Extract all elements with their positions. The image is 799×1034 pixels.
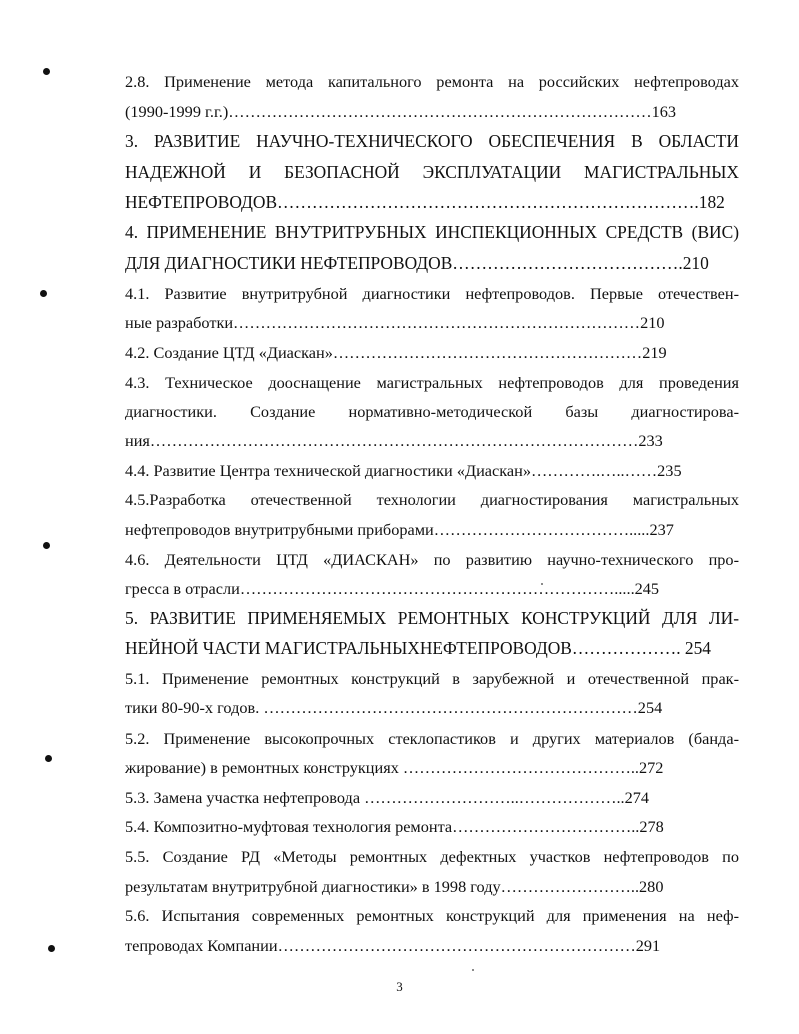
- toc-entry-2-8-line-2: (1990-1999 г.г.)……………………………………………………………………163: [125, 102, 677, 121]
- binder-hole-mark: [45, 755, 52, 762]
- toc-entry-5-6-line-2: тепроводах Компании…………………………………………………………291: [125, 936, 661, 955]
- toc-section-4-line-2: ДЛЯ ДИАГНОСТИКИ НЕФТЕПРОВОДОВ………………………………….210: [125, 253, 709, 273]
- toc-entry-2-8-line-1: 2.8. Применение метода капитального ремонта на российских нефтепроводах: [125, 72, 739, 91]
- toc-entry-4-1-line-2: ные разработки…………………………………………………………………210: [125, 313, 665, 332]
- toc-section-3-line-3: НЕФТЕПРОВОДОВ……………………………………………………………….182: [125, 192, 725, 212]
- toc-section-5-line-2: НЕЙНОЙ ЧАСТИ МАГИСТРАЛЬНЫХНЕФТЕПРОВОДОВ………………. 254: [125, 638, 711, 658]
- toc-entry-5-1-line-2: тики 80-90-х годов. ……………………………………………………………254: [125, 698, 663, 717]
- binder-hole-mark: [40, 290, 47, 297]
- toc-entry-5-6-line-1: 5.6. Испытания современных ремонтных конструкций для применения на неф-: [125, 906, 739, 925]
- toc-section-4-line-1: 4. ПРИМЕНЕНИЕ ВНУТРИТРУБНЫХ ИНСПЕКЦИОННЫХ СРЕДСТВ (ВИС): [125, 222, 739, 242]
- binder-hole-mark: [43, 542, 50, 549]
- toc-entry-5-5-line-1: 5.5. Создание РД «Методы ремонтных дефектных участков нефтепроводов по: [125, 847, 739, 866]
- toc-entry-5-4: 5.4. Композитно-муфтовая технология ремонта……………………………..278: [125, 817, 664, 836]
- binder-hole-mark: [48, 945, 55, 952]
- toc-entry-4-3-line-3: ния………………………………………………………………………………233: [125, 431, 663, 450]
- toc-entry-5-5-line-2: результатам внутритрубной диагностики» в 1998 году……………………..280: [125, 877, 664, 896]
- toc-section-5-line-1: 5. РАЗВИТИЕ ПРИМЕНЯЕМЫХ РЕМОНТНЫХ КОНСТРУКЦИЙ ДЛЯ ЛИ-: [125, 608, 739, 628]
- toc-entry-5-3: 5.3. Замена участка нефтепровода ………………………..………………..274: [125, 788, 650, 807]
- toc-entry-5-1-line-1: 5.1. Применение ремонтных конструкций в зарубежной и отечественной прак-: [125, 669, 739, 688]
- toc-entry-4-6-line-1: 4.6. Деятельности ЦТД «ДИАСКАН» по развитию научно-технического про-: [125, 550, 739, 569]
- toc-section-3-line-1: 3. РАЗВИТИЕ НАУЧНО-ТЕХНИЧЕСКОГО ОБЕСПЕЧЕНИЯ В ОБЛАСТИ: [125, 131, 739, 151]
- toc-entry-5-2-line-1: 5.2. Применение высокопрочных стеклопастиков и других материалов (банда-: [125, 729, 739, 748]
- toc-entry-4-3-line-2: диагностики. Создание нормативно-методической базы диагностирова-: [125, 402, 739, 421]
- scan-speck: [472, 969, 474, 971]
- toc-entry-4-3-line-1: 4.3. Техническое дооснащение магистральных нефтепроводов для проведения: [125, 373, 739, 392]
- toc-section-3-line-2: НАДЕЖНОЙ И БЕЗОПАСНОЙ ЭКСПЛУАТАЦИИ МАГИСТРАЛЬНЫХ: [125, 162, 739, 182]
- binder-hole-mark: [43, 68, 50, 75]
- toc-entry-5-2-line-2: жирование) в ремонтных конструкциях ……………………………………..272: [125, 758, 664, 777]
- toc-entry-4-6-line-2: гресса в отрасли…………………………………………………………….....245: [125, 579, 660, 598]
- page-number: 3: [396, 979, 403, 994]
- toc-entry-4-5-line-2: нефтепроводов внутритрубными приборами……………………………….....237: [125, 520, 674, 539]
- toc-entry-4-2: 4.2. Создание ЦТД «Диаскан»…………………………………………………219: [125, 343, 667, 362]
- toc-entry-4-4: 4.4. Развитие Центра технической диагностики «Диаскан»………….…..……235: [125, 461, 682, 480]
- toc-entry-4-1-line-1: 4.1. Развитие внутритрубной диагностики нефтепроводов. Первые отечествен-: [125, 284, 739, 303]
- toc-entry-4-5-line-1: 4.5.Разработка отечественной технологии диагностирования магистральных: [125, 490, 739, 509]
